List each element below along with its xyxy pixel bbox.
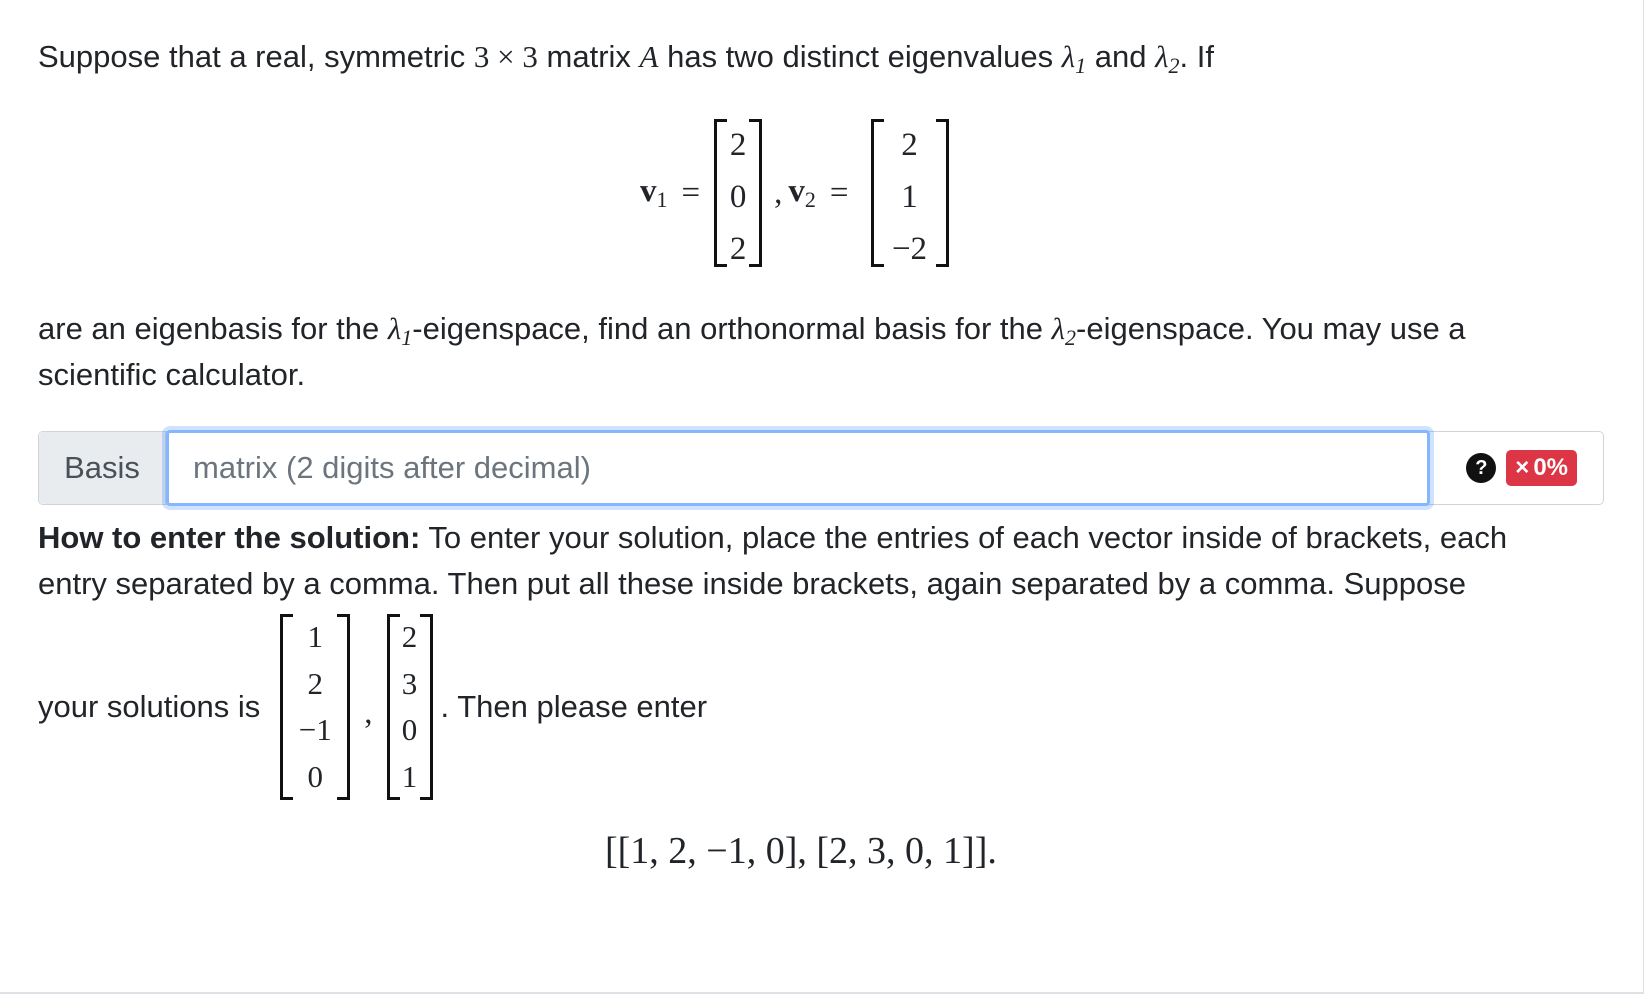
vector-entry: 2 — [729, 231, 747, 267]
vector-entry: 2 — [901, 127, 918, 163]
vector-entry: 1 — [901, 179, 918, 215]
matrix-symbol: A — [639, 39, 659, 74]
example-vector-1 — [280, 614, 350, 800]
vector-entry: 2 — [401, 619, 418, 654]
example-vector-2 — [387, 614, 433, 800]
vector-entry: 2 — [729, 127, 747, 163]
vector-entry: 0 — [307, 758, 324, 794]
lambda-2: $\lambda_2$ — [1155, 39, 1180, 78]
instructions-line2: entry separated by a comma. Then put all these inside brackets, again separated by a comma. Suppose — [38, 566, 1466, 601]
vector-entry: −2 — [891, 231, 928, 267]
matrix-size: 3 × 3 — [473, 39, 538, 74]
basis-label: Basis — [39, 432, 166, 504]
vector-entry: 3 — [401, 665, 418, 701]
help-icon[interactable]: ? — [1466, 453, 1496, 483]
vector-entry: 2 — [307, 665, 324, 701]
example-solution: your solutions is 1 2 −1 0 , 2 3 0 1 . Then please enter — [38, 612, 707, 802]
vector-entry: 0 — [729, 179, 747, 215]
basis-answer-input[interactable] — [166, 430, 1430, 506]
vector-v1 — [714, 119, 762, 267]
vector-entry: 1 — [401, 758, 418, 794]
x-icon: × — [1515, 454, 1530, 481]
score-value: 0% — [1533, 454, 1568, 481]
vector-v2 — [871, 119, 949, 267]
vector-entry: 0 — [401, 712, 418, 748]
instructions-line1: How to enter the solution: To enter your solution, place the entries of each vector inside of brackets, each — [38, 520, 1508, 555]
question-intro: Suppose that a real, symmetric 3 × 3 matrix A has two distinct eigenvalues $\lambda_1$ and $\lambda_2$. If — [38, 39, 1214, 78]
answer-status — [1430, 432, 1603, 504]
v1-label: $v_1$ — [640, 173, 668, 212]
eigenbasis-vectors: $v_1$ = 2 0 2 , $v_2$ = 2 1 −2 — [640, 118, 949, 268]
answer-input-group — [38, 431, 1604, 505]
formatted-example: [[1, 2, −1, 0], [2, 3, 0, 1]]. — [605, 830, 997, 872]
vector-entry: −1 — [298, 712, 332, 748]
question-after-line2: scientific calculator. — [38, 357, 306, 392]
instructions-heading: How to enter the solution: — [38, 520, 421, 555]
vector-entry: 1 — [307, 619, 324, 654]
score-badge — [1506, 450, 1577, 486]
question-after: are an eigenbasis for the $\lambda_1$-eigenspace, find an orthonormal basis for the $\lambda_2$-eigenspace. You may use a — [38, 311, 1466, 350]
v2-label: $v_2$ — [788, 173, 816, 212]
lambda-1: $\lambda_1$ — [1061, 39, 1087, 78]
